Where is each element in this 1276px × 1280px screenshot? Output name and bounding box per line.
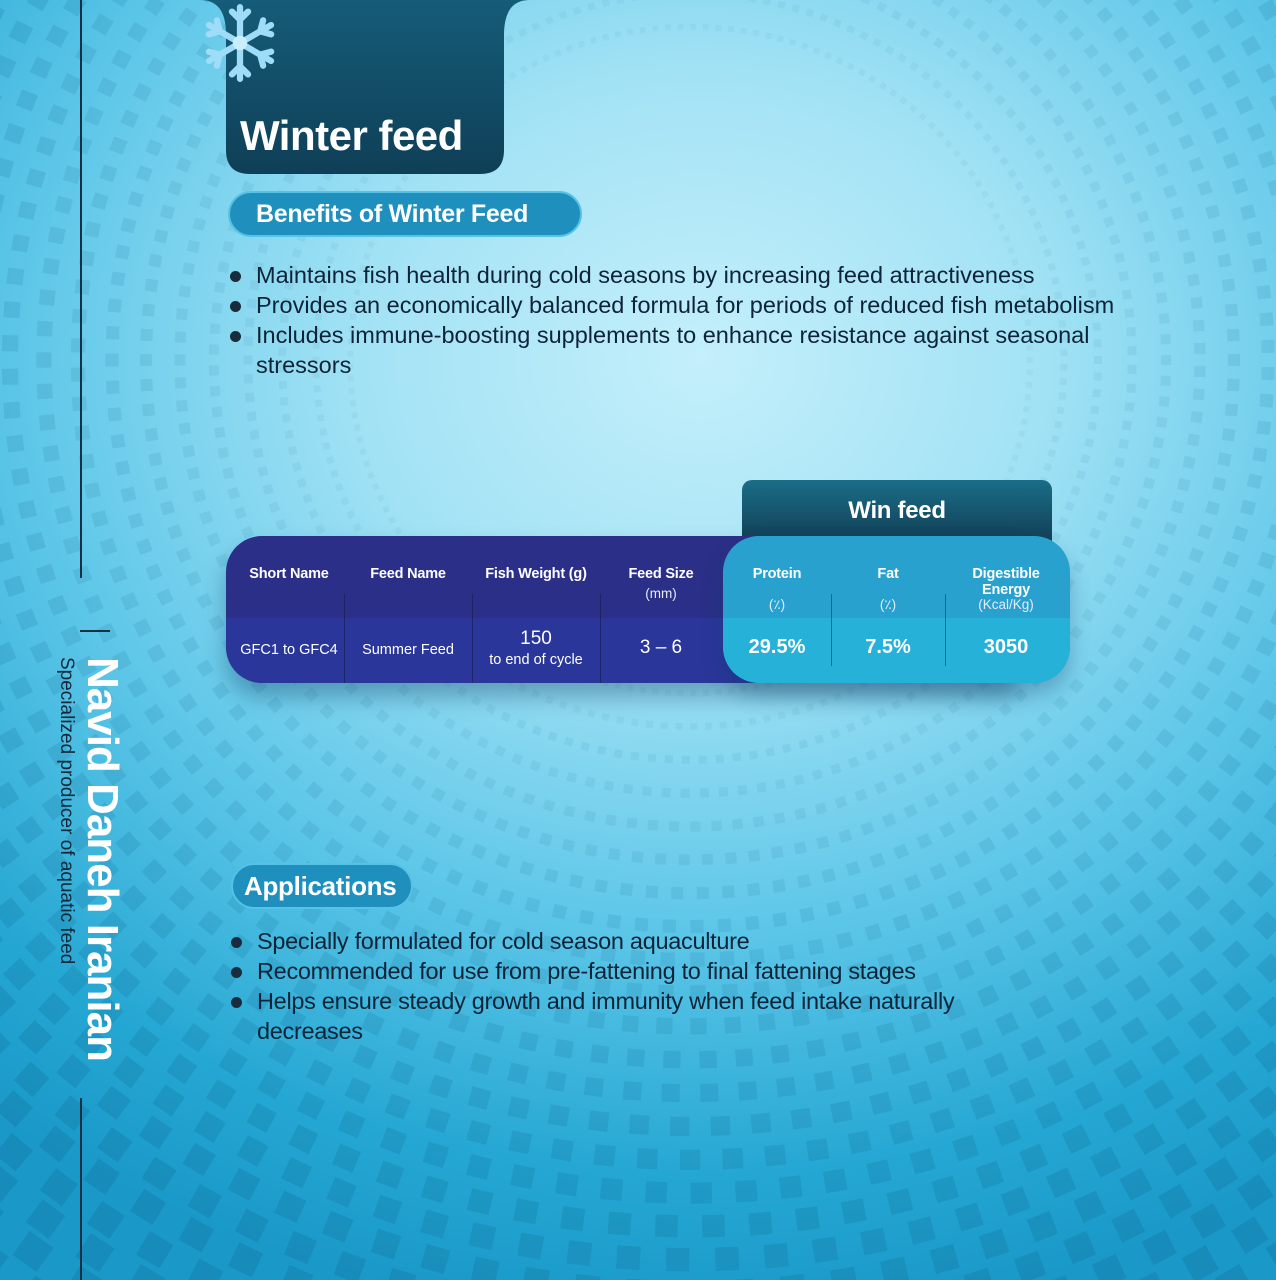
applications-heading: Applications (231, 863, 413, 909)
snowflake-icon (200, 0, 280, 86)
bullet-icon (230, 331, 241, 342)
list-item (230, 320, 1130, 380)
list-item (231, 986, 1031, 1046)
applications-list (231, 926, 1031, 1046)
benefits-list (230, 260, 1130, 380)
cell-fat: 7.5% (865, 636, 911, 658)
column-unit-fat: (٪) (879, 597, 897, 612)
cell-short-name: GFC1 to GFC4 (240, 642, 338, 658)
brand-block (55, 657, 125, 1061)
list-item (231, 956, 1031, 986)
bullet-icon (230, 271, 241, 282)
column-unit-protein: (٪) (768, 597, 786, 612)
bullet-icon (231, 937, 242, 948)
column-header-fat: Fat (877, 566, 899, 582)
cell-feed-name: Summer Feed (362, 642, 454, 658)
bullet-icon (231, 967, 242, 978)
list-item (230, 260, 1130, 290)
column-header-protein: Protein (752, 566, 802, 582)
header-tab (200, 0, 530, 174)
cell-fish-weight-note: to end of cycle (489, 652, 583, 668)
column-header-short-name: Short Name (249, 566, 329, 582)
bullet-icon (231, 997, 242, 1008)
list-item (231, 926, 1031, 956)
application-text: Specially formulated for cold season aquaculture (257, 928, 750, 954)
brand-divider-line (80, 0, 82, 578)
column-header-feed-size: Feed Size (628, 566, 694, 582)
column-unit-energy: (Kcal/Kg) (978, 597, 1034, 612)
application-text: Recommended for use from pre-fattening to final fattening stages (257, 958, 916, 984)
brand-tagline: Specialized producer of aquatic feed (56, 657, 77, 965)
column-header-feed-name: Feed Name (370, 566, 446, 582)
brand-name: Navid Daneh Iranian (78, 657, 127, 1062)
application-text: Helps ensure steady growth and immunity when feed intake naturally decreases (257, 988, 955, 1044)
benefit-text: Provides an economically balanced formula for periods of reduced fish metabolism (256, 292, 1115, 318)
list-item (230, 290, 1130, 320)
brand-divider-tick (80, 630, 110, 632)
column-header-fish-weight: Fish Weight (g) (485, 566, 587, 582)
brand-divider-line (80, 1098, 82, 1280)
column-unit-feed-size: (mm) (645, 586, 677, 601)
product-tab: Win feed (742, 480, 1052, 542)
cell-fish-weight: 150 (520, 628, 552, 649)
column-divider (344, 594, 345, 683)
feed-spec-table (226, 480, 1076, 710)
column-header-energy: Digestible Energy (972, 566, 1040, 598)
benefit-text: Maintains fish health during cold seasons by increasing feed attractiveness (256, 262, 1035, 288)
benefits-heading: Benefits of Winter Feed (228, 191, 582, 237)
cell-protein: 29.5% (748, 636, 806, 658)
page-title: Winter feed (240, 112, 463, 159)
benefit-text: Includes immune-boosting supplements to enhance resistance against seasonal stressors (256, 322, 1090, 378)
cell-energy: 3050 (983, 636, 1029, 658)
bullet-icon (230, 301, 241, 312)
cell-feed-size: 3 – 6 (639, 637, 683, 658)
table-nutrition-section (723, 536, 1070, 683)
